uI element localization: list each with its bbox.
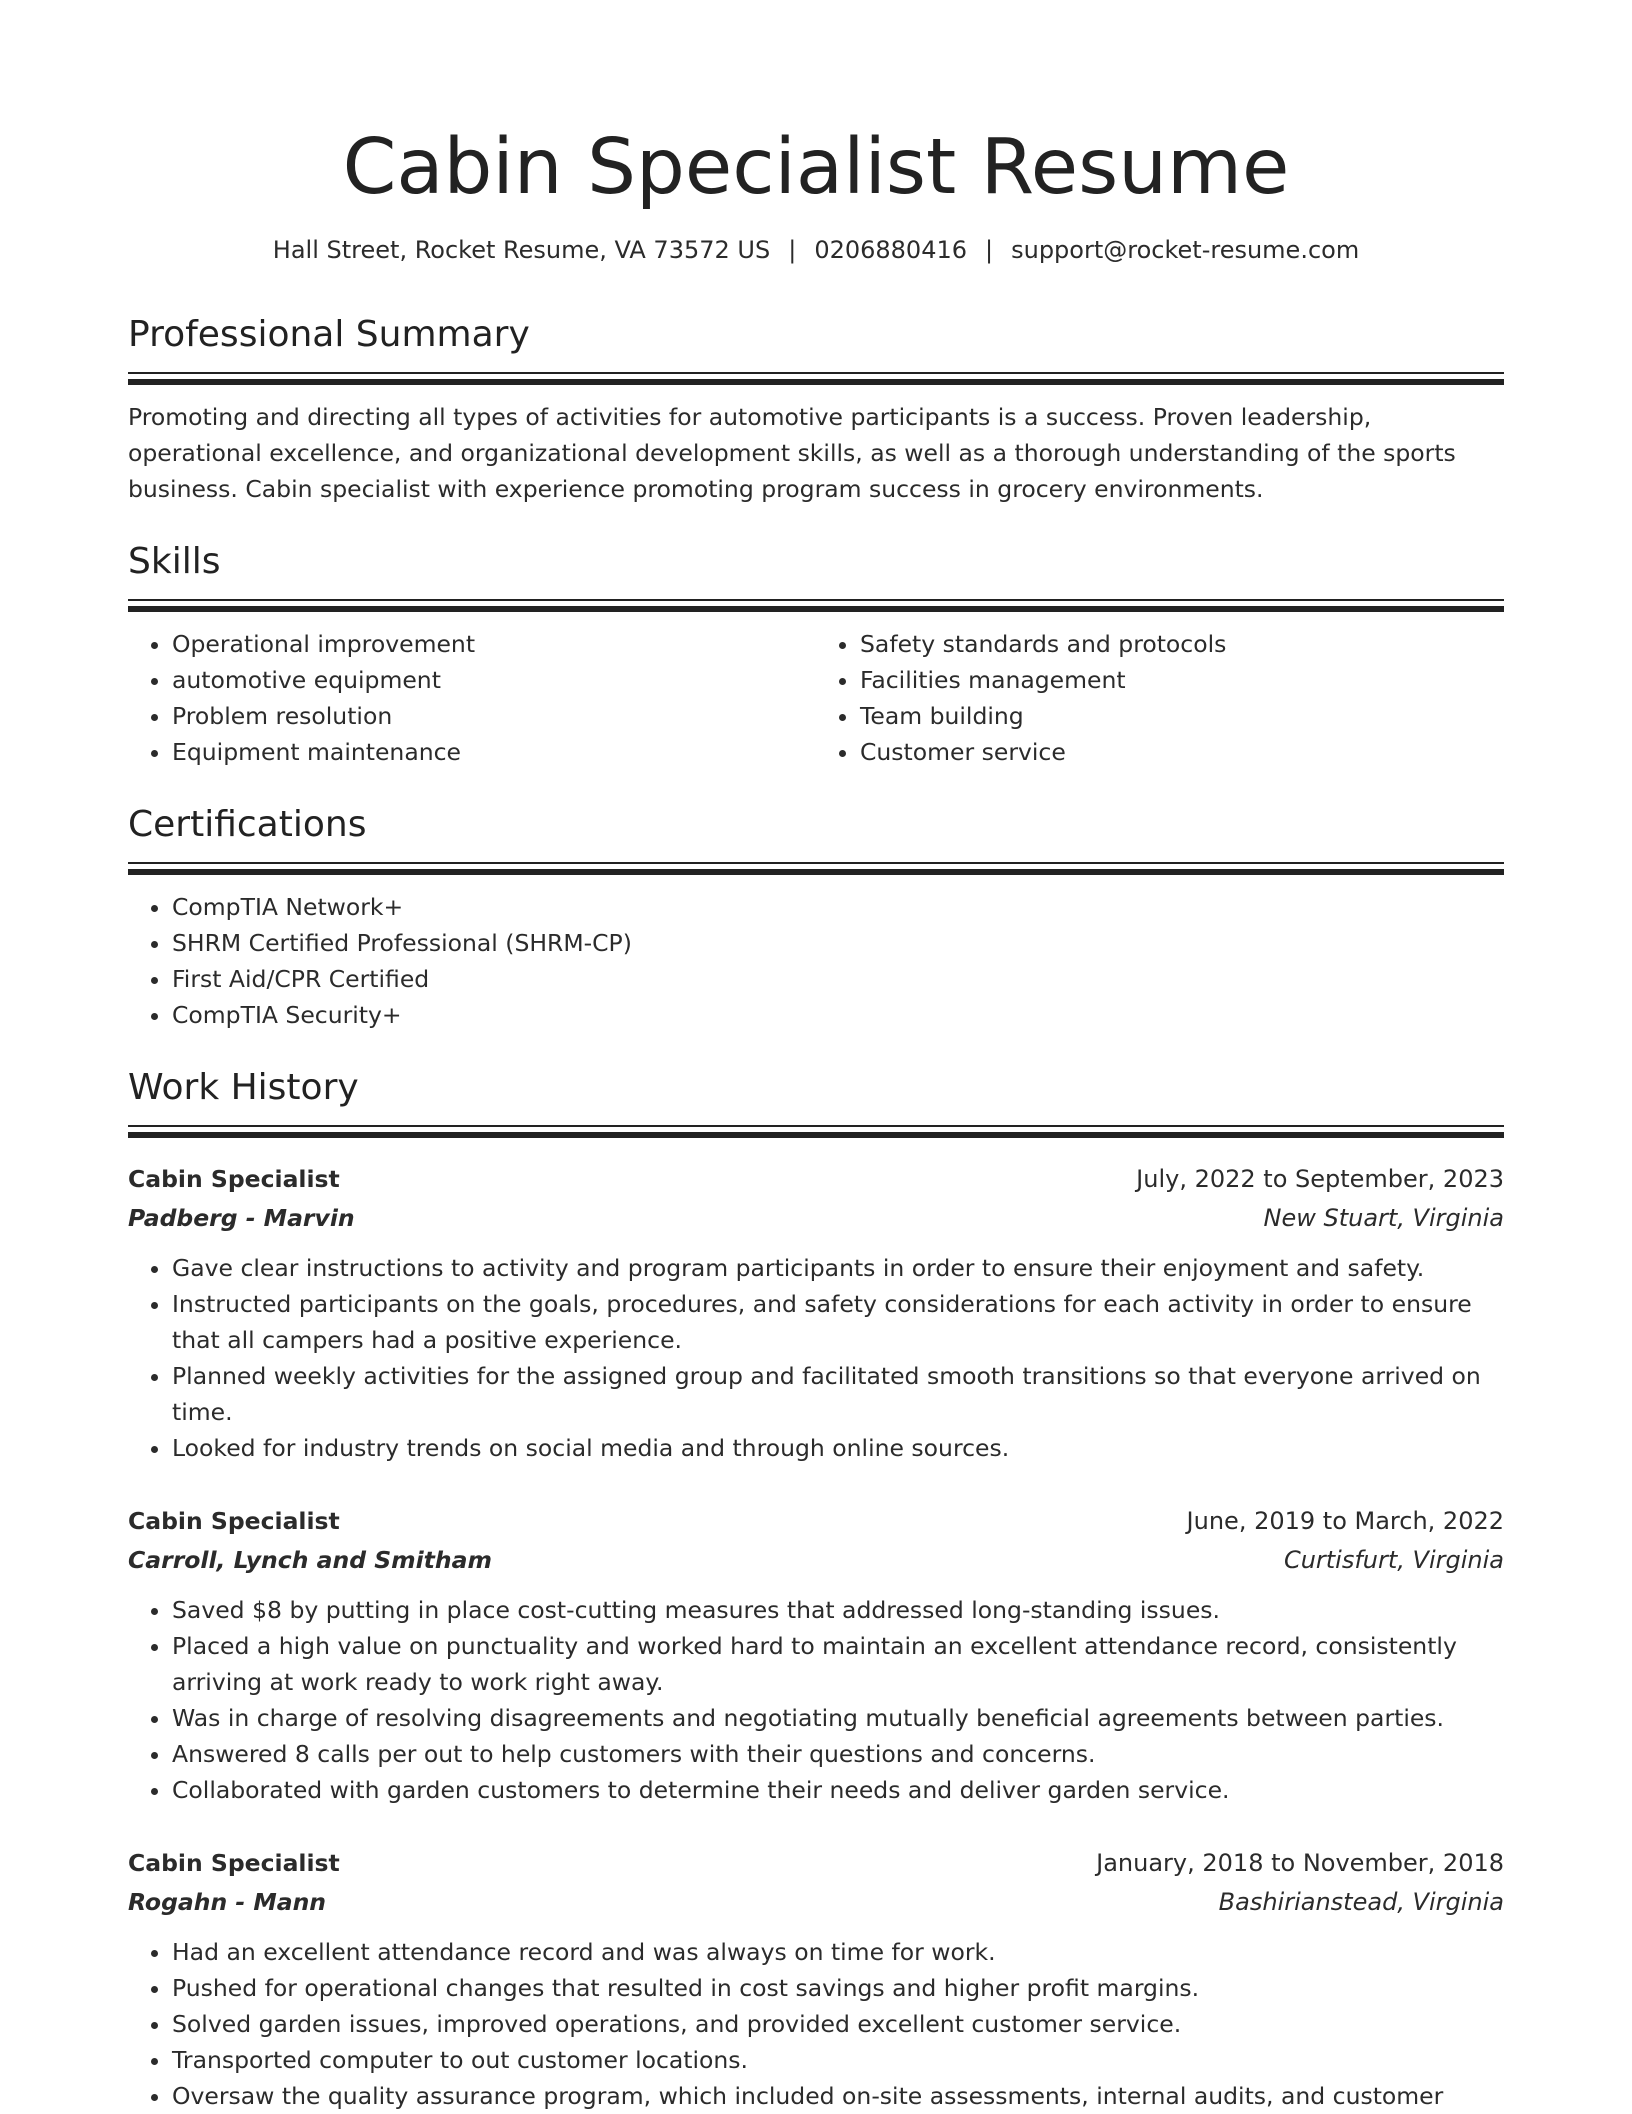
contact-separator: | bbox=[788, 236, 797, 264]
job-company: Rogahn - Mann bbox=[128, 1888, 327, 1916]
job-bullets bbox=[128, 1592, 1504, 1808]
job-entry bbox=[128, 1844, 1504, 2114]
skill-item: • Equipment maintenance bbox=[172, 734, 816, 770]
section-title-work-history: Work History bbox=[128, 1067, 359, 1108]
section-divider bbox=[128, 1125, 1504, 1138]
job-company-row bbox=[128, 1541, 1504, 1580]
resume-page bbox=[128, 0, 1504, 2114]
certification-item: • SHRM Certified Professional (SHRM-CP) bbox=[172, 925, 1504, 961]
job-bullets bbox=[128, 1250, 1504, 1466]
job-bullet: • Was in charge of resolving disagreements and negotiating mutually beneficial agreements between parties. bbox=[172, 1700, 1504, 1736]
job-entry bbox=[128, 1502, 1504, 1808]
job-company-row bbox=[128, 1199, 1504, 1238]
job-bullets bbox=[128, 1934, 1504, 2114]
contact-phone: 0206880416 bbox=[814, 236, 968, 264]
job-bullet: • Answered 8 calls per out to help customers with their questions and concerns. bbox=[172, 1736, 1504, 1772]
job-bullet: • Placed a high value on punctuality and worked hard to maintain an excellent attendance record, consistently arriving at work ready to work right away. bbox=[172, 1628, 1504, 1700]
job-title: Cabin Specialist bbox=[128, 1507, 340, 1535]
skill-item: • Team building bbox=[860, 698, 1504, 734]
job-bullet: • Transported computer to out customer locations. bbox=[172, 2042, 1504, 2078]
section-divider bbox=[128, 372, 1504, 385]
job-location: Curtisfurt, Virginia bbox=[1283, 1546, 1504, 1574]
contact-address: Hall Street, Rocket Resume, VA 73572 US bbox=[272, 236, 771, 264]
skills-list-left bbox=[128, 626, 816, 770]
job-company: Carroll, Lynch and Smitham bbox=[128, 1546, 492, 1574]
contact-separator: | bbox=[985, 236, 994, 264]
contact-email[interactable]: support@rocket-resume.com bbox=[1011, 236, 1360, 264]
section-title-summary: Professional Summary bbox=[128, 314, 530, 355]
skill-item: • Operational improvement bbox=[172, 626, 816, 662]
contact-line bbox=[128, 234, 1504, 266]
skill-item: • automotive equipment bbox=[172, 662, 816, 698]
certifications-list bbox=[128, 889, 1504, 1033]
job-header-row bbox=[128, 1502, 1504, 1541]
section-divider bbox=[128, 599, 1504, 612]
job-bullet: • Instructed participants on the goals, procedures, and safety considerations for each activity in order to ensure that all campers had a positive experience. bbox=[172, 1286, 1504, 1358]
section-professional-summary bbox=[128, 312, 1504, 507]
skills-list-right bbox=[816, 626, 1504, 770]
skill-item: • Facilities management bbox=[860, 662, 1504, 698]
job-bullet: • Collaborated with garden customers to determine their needs and deliver garden service. bbox=[172, 1772, 1504, 1808]
job-dates: July, 2022 to September, 2023 bbox=[1136, 1165, 1504, 1193]
job-bullet: • Pushed for operational changes that resulted in cost savings and higher profit margins. bbox=[172, 1970, 1504, 2006]
job-company: Padberg - Marvin bbox=[128, 1204, 355, 1232]
job-title: Cabin Specialist bbox=[128, 1849, 340, 1877]
job-bullet: • Solved garden issues, improved operations, and provided excellent customer service. bbox=[172, 2006, 1504, 2042]
job-location: New Stuart, Virginia bbox=[1263, 1204, 1504, 1232]
job-header-row bbox=[128, 1160, 1504, 1199]
job-header-row bbox=[128, 1844, 1504, 1883]
resume-title: Cabin Specialist Resume bbox=[342, 123, 1290, 212]
job-dates: January, 2018 to November, 2018 bbox=[1096, 1849, 1504, 1877]
job-location: Bashirianstead, Virginia bbox=[1218, 1888, 1504, 1916]
certification-item: • CompTIA Security+ bbox=[172, 997, 1504, 1033]
job-company-row bbox=[128, 1883, 1504, 1922]
job-bullet: • Had an excellent attendance record and was always on time for work. bbox=[172, 1934, 1504, 1970]
section-title-certifications: Certifications bbox=[128, 804, 367, 845]
section-title-skills: Skills bbox=[128, 541, 221, 582]
skill-item: • Problem resolution bbox=[172, 698, 816, 734]
section-certifications bbox=[128, 802, 1504, 1033]
certification-item: • First Aid/CPR Certified bbox=[172, 961, 1504, 997]
skills-grid bbox=[128, 626, 1504, 770]
job-bullet: • Looked for industry trends on social media and through online sources. bbox=[172, 1430, 1504, 1466]
job-entry bbox=[128, 1160, 1504, 1466]
section-skills bbox=[128, 539, 1504, 770]
skill-item: • Safety standards and protocols bbox=[860, 626, 1504, 662]
section-divider bbox=[128, 862, 1504, 875]
job-title: Cabin Specialist bbox=[128, 1165, 340, 1193]
summary-text: Promoting and directing all types of activities for automotive participants is a success. Proven leadership, operational excellence, and organizational development skills, as well as a thorough understanding of the sports business. Cabin specialist with experience promoting program success in grocery environments. bbox=[128, 403, 1456, 503]
job-bullet: • Oversaw the quality assurance program, which included on-site assessments, internal audits, and customer bbox=[172, 2078, 1504, 2114]
job-bullet: • Saved $8 by putting in place cost-cutting measures that addressed long-standing issues. bbox=[172, 1592, 1504, 1628]
skill-item: • Customer service bbox=[860, 734, 1504, 770]
job-dates: June, 2019 to March, 2022 bbox=[1186, 1507, 1504, 1535]
section-work-history bbox=[128, 1065, 1504, 2114]
job-bullet: • Gave clear instructions to activity and program participants in order to ensure their enjoyment and safety. bbox=[172, 1250, 1504, 1286]
certification-item: • CompTIA Network+ bbox=[172, 889, 1504, 925]
job-bullet: • Planned weekly activities for the assigned group and facilitated smooth transitions so that everyone arrived on time. bbox=[172, 1358, 1504, 1430]
